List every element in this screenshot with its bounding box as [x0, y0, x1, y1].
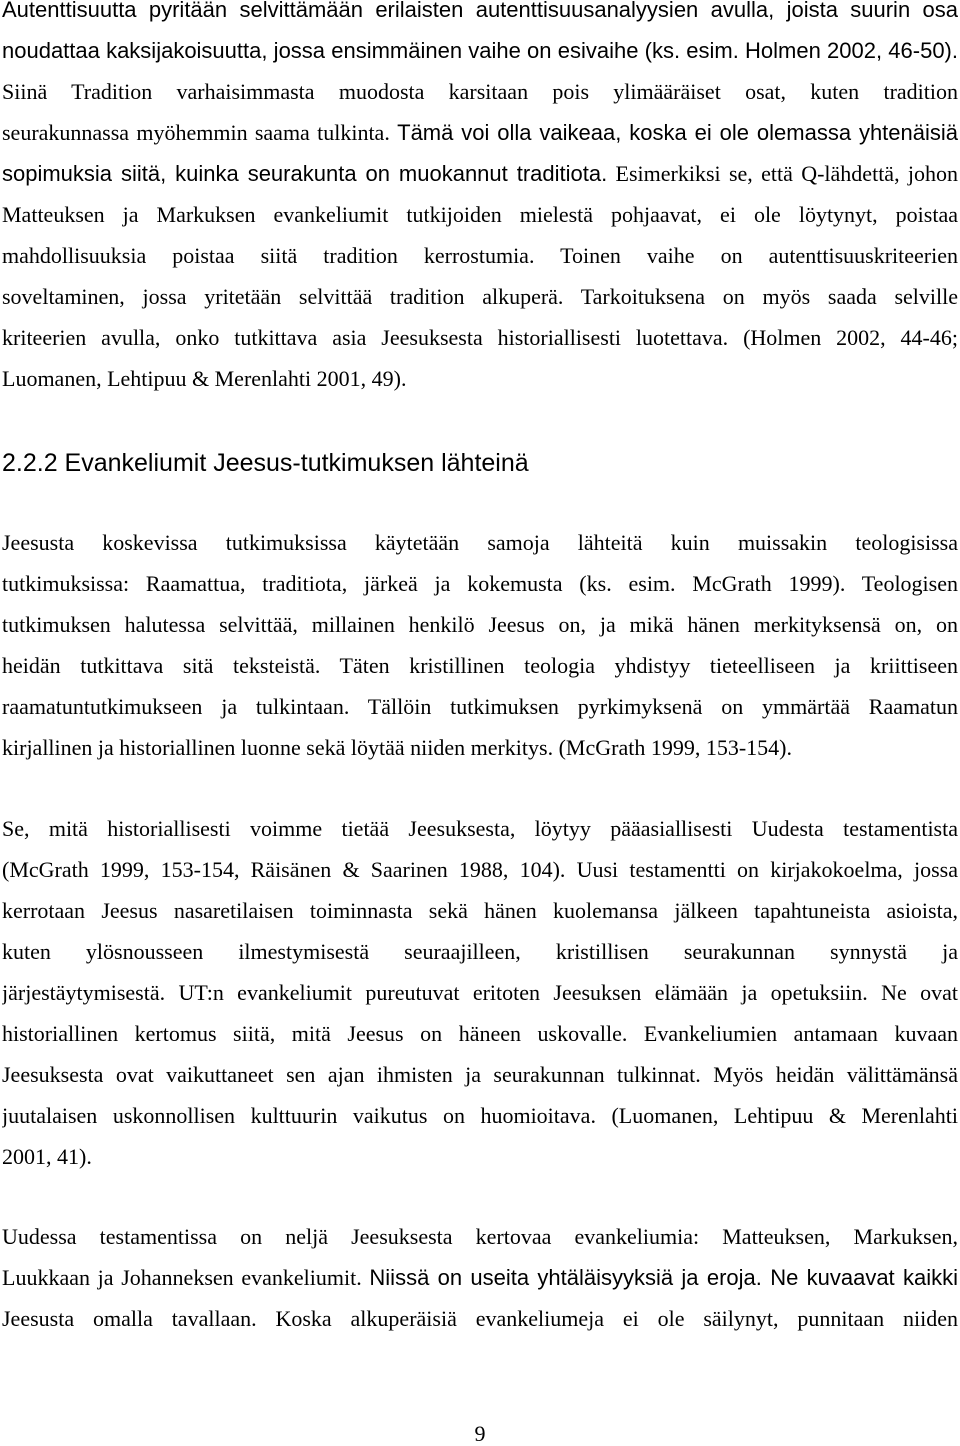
text-segment: soveltaminen, jossa yritetään selvittää tradition alkuperä. Tarkoituksena on myös saada selville — [2, 284, 958, 309]
text-segment: heidän tutkittava sitä teksteistä. Täten kristillinen teologia yhdistyy tieteelliseen ja kriittiseen — [2, 653, 958, 678]
text-segment: järjestäytymisestä. UT:n evankeliumit pureutuvat eritoten Jeesuksen elämään ja opetuksiin. Ne ovat — [2, 980, 958, 1005]
text-segment: kirjallinen ja historiallinen luonne sekä löytää niiden merkitys. (McGrath 1999, 153-154). — [2, 735, 792, 760]
text-segment: Se, mitä historiallisesti voimme tietää Jeesuksesta, löytyy pääasiallisesti Uudesta testamentista — [2, 816, 958, 841]
text-segment: Esimerkiksi se, että Q-lähdettä, johon — [615, 161, 958, 186]
text-line — [2, 235, 958, 276]
text-line — [2, 972, 958, 1013]
text-line — [2, 1054, 958, 1095]
text-segment: Luomanen, Lehtipuu & Merenlahti 2001, 49). — [2, 366, 407, 391]
text-line — [2, 358, 958, 399]
text-segment: Tämä voi olla vaikeaa, koska ei ole olemassa yhtenäisiä — [397, 120, 958, 145]
text-line — [2, 112, 958, 153]
text-segment: Jeesusta omalla tavallaan. Koska alkuperäisiä evankeliumeja ei ole säilynyt, punnitaan niiden — [2, 1306, 958, 1331]
text-segment: (McGrath 1999, 153-154, Räisänen & Saarinen 1988, 104). Uusi testamentti on kirjakokoelma, jossa — [2, 857, 958, 882]
text-segment: 2001, 41). — [2, 1144, 92, 1169]
text-line — [2, 1136, 958, 1177]
paragraph-authenticity — [2, 0, 958, 399]
paragraph-new-testament — [2, 808, 958, 1177]
section-heading: 2.2.2 Evankeliumit Jeesus-tutkimuksen lähteinä — [2, 449, 529, 477]
text-segment: mahdollisuuksia poistaa siitä tradition kerrostumia. Toinen vaihe on autenttisuuskriteerien — [2, 243, 958, 268]
text-line — [2, 30, 958, 71]
text-segment: Jeesusta koskevissa tutkimuksissa käytetään samoja lähteitä kuin muissakin teologisissa — [2, 530, 958, 555]
text-line — [2, 686, 958, 727]
text-line — [2, 1257, 958, 1298]
text-segment: Luukkaan ja Johanneksen evankeliumit. — [2, 1265, 362, 1290]
text-line — [2, 645, 958, 686]
text-segment: Autenttisuutta pyritään selvittämään erilaisten autenttisuusanalyysien avulla, joista suurin osa — [2, 0, 958, 22]
text-segment: tutkimuksen halutessa selvittää, millainen henkilö Jeesus on, ja mikä hänen merkityksensä on, on — [2, 612, 958, 637]
text-segment: kerrotaan Jeesus nasaretilaisen toiminnasta sekä hänen kuolemansa jälkeen tapahtuneista asioista, — [2, 898, 958, 923]
page-number: 9 — [474, 1421, 486, 1446]
text-segment: noudattaa kaksijakoisuutta, jossa ensimmäinen vaihe on esivaihe (ks. esim. Holmen 2002, 46-50). — [2, 38, 958, 63]
text-line — [2, 317, 958, 358]
text-segment: Jeesuksesta ovat vaikuttaneet sen ajan ihmisten ja seurakunnan tulkinnat. Myös heidän välittämänsä — [2, 1062, 958, 1087]
text-segment: Niissä on useita yhtäläisyyksiä ja eroja. Ne kuvaavat kaikki — [369, 1265, 958, 1290]
text-line — [2, 1095, 958, 1136]
paragraph-sources — [2, 522, 958, 768]
text-segment: sopimuksia siitä, kuinka seurakunta on muokannut traditiota. — [2, 161, 608, 186]
text-segment: kriteerien avulla, onko tutkittava asia Jeesuksesta historiallisesti luotettava. (Holmen 2002, 44-46; — [2, 325, 958, 350]
text-segment: historiallinen kertomus siitä, mitä Jeesus on häneen uskovalle. Evankeliumien antamaan kuvaan — [2, 1021, 958, 1046]
text-segment: Uudessa testamentissa on neljä Jeesuksesta kertovaa evankeliumia: Matteuksen, Markuksen, — [2, 1224, 958, 1249]
text-segment: raamatuntutkimukseen ja tulkintaan. Tällöin tutkimuksen pyrkimyksenä on ymmärtää Raamatun — [2, 694, 958, 719]
text-line — [2, 153, 958, 194]
text-line — [2, 563, 958, 604]
text-line — [2, 522, 958, 563]
text-segment: Matteuksen ja Markuksen evankeliumit tutkijoiden mielestä pohjaavat, ei ole löytynyt, poistaa — [2, 202, 958, 227]
text-line — [2, 1013, 958, 1054]
text-segment: tutkimuksissa: Raamattua, traditiota, järkeä ja kokemusta (ks. esim. McGrath 1999). Teologisen — [2, 571, 958, 596]
text-line — [2, 1298, 958, 1339]
text-segment: kuten ylösnousseen ilmestymisestä seuraajilleen, kristillisen seurakunnan synnystä ja — [2, 939, 958, 964]
text-line — [2, 194, 958, 235]
paragraph-gospels — [2, 1216, 958, 1339]
text-line — [2, 727, 958, 768]
text-segment: juutalaisen uskonnollisen kulttuurin vaikutus on huomioitava. (Luomanen, Lehtipuu & Merenlahti — [2, 1103, 958, 1128]
text-line — [2, 71, 958, 112]
text-line — [2, 849, 958, 890]
text-line — [2, 1216, 958, 1257]
text-line — [2, 276, 958, 317]
text-line — [2, 604, 958, 645]
text-line — [2, 808, 958, 849]
text-segment: seurakunnassa myöhemmin saama tulkinta. — [2, 120, 390, 145]
text-line — [2, 931, 958, 972]
text-line — [2, 890, 958, 931]
text-segment: Siinä Tradition varhaisimmasta muodosta karsitaan pois ylimääräiset osat, kuten tradition — [2, 79, 958, 104]
text-line — [2, 0, 958, 30]
